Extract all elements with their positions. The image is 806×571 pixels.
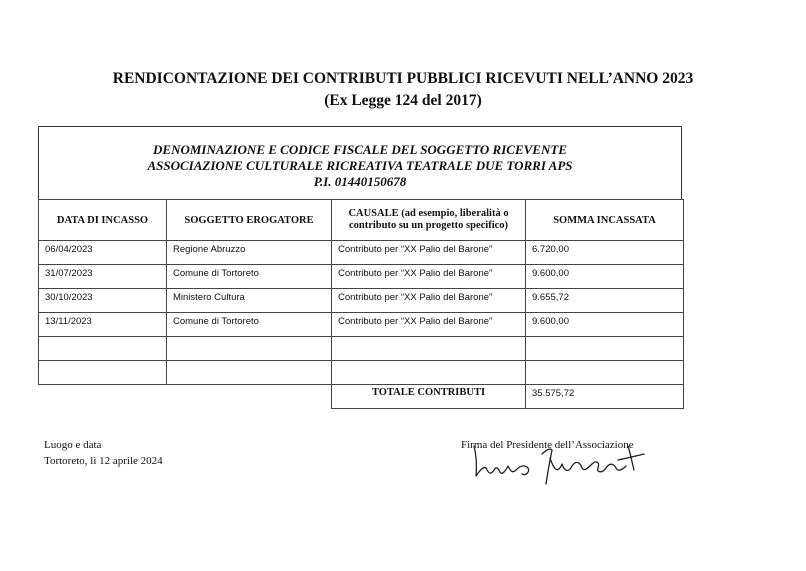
table-row [39, 265, 684, 289]
row-amount: 9.655,72 [526, 289, 684, 313]
row-reason: Contributo per “XX Palio del Barone” [332, 241, 526, 265]
recipient-vat: P.I. 01440150678 [313, 174, 407, 189]
empty-row [39, 337, 684, 361]
empty-cell [526, 361, 684, 385]
empty-cell [332, 361, 526, 385]
empty-cell [526, 337, 684, 361]
header-reason [332, 200, 526, 241]
header-reason-line1: CAUSALE (ad esempio, liberalità o [348, 208, 509, 219]
row-payer: Ministero Cultura [167, 289, 332, 313]
empty-cell [39, 361, 167, 385]
header-date: DATA DI INCASSO [39, 200, 167, 241]
empty-cell [167, 361, 332, 385]
row-date: 31/07/2023 [39, 265, 167, 289]
row-payer: Comune di Tortoreto [167, 313, 332, 337]
empty-row [39, 361, 684, 385]
empty-cell [167, 337, 332, 361]
header-reason-line2: contributo su un progetto specifico) [348, 220, 509, 231]
table-row [39, 313, 684, 337]
empty-cell [332, 337, 526, 361]
row-date: 06/04/2023 [39, 241, 167, 265]
row-payer: Comune di Tortoreto [167, 265, 332, 289]
row-amount: 9.600,00 [526, 313, 684, 337]
contributions-table [38, 199, 684, 409]
header-amount: SOMMA INCASSATA [526, 200, 684, 241]
total-label: TOTALE CONTRIBUTI [332, 385, 526, 409]
signature-label: Firma del Presidente dell’Associazione [461, 439, 634, 451]
row-reason: Contributo per “XX Palio del Barone” [332, 313, 526, 337]
row-amount: 6.720,00 [526, 241, 684, 265]
place-date-value: Tortoreto, lì 12 aprile 2024 [44, 455, 163, 467]
recipient-heading: DENOMINAZIONE E CODICE FISCALE DEL SOGGETTO RICEVENTE [153, 142, 567, 157]
row-date: 30/10/2023 [39, 289, 167, 313]
total-spacer [39, 385, 167, 409]
row-reason: Contributo per “XX Palio del Barone” [332, 289, 526, 313]
table-row [39, 289, 684, 313]
total-value: 35.575,72 [526, 385, 684, 409]
table-row [39, 241, 684, 265]
total-row [39, 385, 684, 409]
table-header-row [39, 200, 684, 241]
document-subtitle: (Ex Legge 124 del 2017) [324, 92, 482, 109]
handwritten-signature [468, 440, 658, 490]
row-payer: Regione Abruzzo [167, 241, 332, 265]
row-reason: Contributo per “XX Palio del Barone” [332, 265, 526, 289]
recipient-name: ASSOCIAZIONE CULTURALE RICREATIVA TEATRALE DUE TORRI APS [147, 158, 573, 173]
header-payer: SOGGETTO EROGATORE [167, 200, 332, 241]
document-title: RENDICONTAZIONE DEI CONTRIBUTI PUBBLICI RICEVUTI NELL’ANNO 2023 [112, 70, 694, 87]
empty-cell [39, 337, 167, 361]
row-date: 13/11/2023 [39, 313, 167, 337]
row-amount: 9.600,00 [526, 265, 684, 289]
place-date-label: Luogo e data [44, 439, 102, 451]
total-spacer [167, 385, 332, 409]
